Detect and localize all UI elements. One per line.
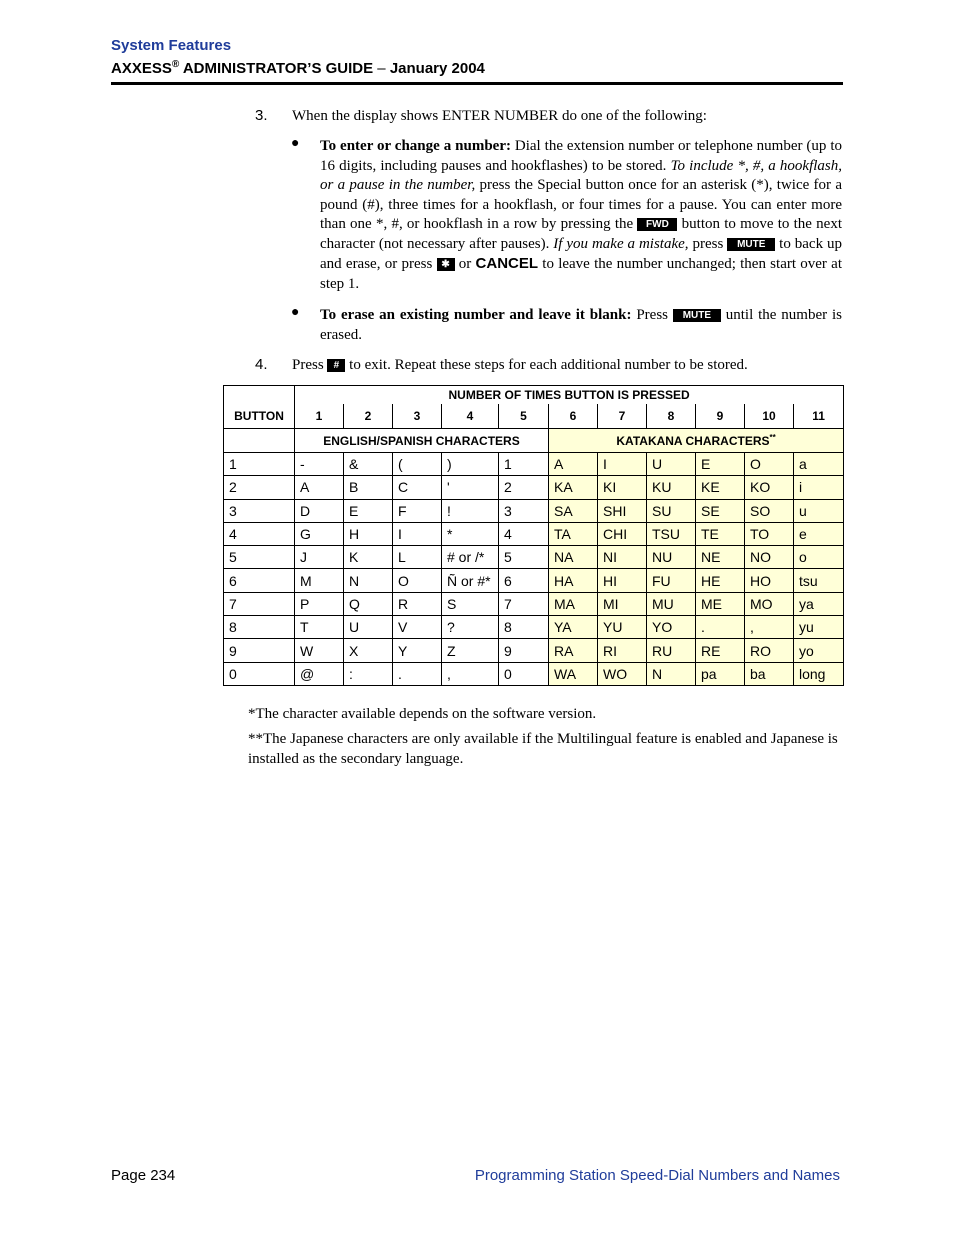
english-char-cell: 0 bbox=[499, 662, 549, 685]
english-char-cell: R bbox=[393, 592, 442, 615]
katakana-char-cell: E bbox=[696, 453, 745, 476]
english-char-cell: U bbox=[344, 616, 393, 639]
katakana-char-cell: a bbox=[794, 453, 844, 476]
english-char-cell: Y bbox=[393, 639, 442, 662]
english-char-cell: T bbox=[295, 616, 344, 639]
group-header-row bbox=[224, 429, 844, 453]
katakana-char-cell: YU bbox=[598, 616, 647, 639]
katakana-char-cell: KA bbox=[549, 476, 598, 499]
button-cell: 3 bbox=[224, 499, 295, 522]
katakana-char-cell: RE bbox=[696, 639, 745, 662]
katakana-char-cell: KE bbox=[696, 476, 745, 499]
katakana-char-cell: RA bbox=[549, 639, 598, 662]
katakana-char-cell: pa bbox=[696, 662, 745, 685]
english-char-cell: 2 bbox=[499, 476, 549, 499]
table-row bbox=[224, 662, 844, 685]
katakana-char-cell: ba bbox=[745, 662, 794, 685]
katakana-char-cell: HI bbox=[598, 569, 647, 592]
english-char-cell: B bbox=[344, 476, 393, 499]
button-header-top bbox=[224, 386, 295, 405]
button-cell: 4 bbox=[224, 522, 295, 545]
english-char-cell: O bbox=[393, 569, 442, 592]
katakana-char-cell: NE bbox=[696, 546, 745, 569]
page-number: Page 234 bbox=[111, 1167, 176, 1184]
footnote-software-version: *The character available depends on the software version. bbox=[248, 706, 597, 722]
katakana-char-cell: e bbox=[794, 522, 844, 545]
english-char-cell: 8 bbox=[499, 616, 549, 639]
group-header-blank bbox=[224, 429, 295, 453]
english-char-cell: A bbox=[295, 476, 344, 499]
count-header: 4 bbox=[442, 404, 499, 429]
english-char-cell: G bbox=[295, 522, 344, 545]
katakana-char-cell: YA bbox=[549, 616, 598, 639]
katakana-char-cell: , bbox=[745, 616, 794, 639]
mute-key-icon: MUTE bbox=[727, 238, 775, 251]
count-header-row bbox=[224, 404, 844, 429]
katakana-char-cell: YO bbox=[647, 616, 696, 639]
step-4-number: 4. bbox=[255, 356, 268, 373]
katakana-char-cell: SHI bbox=[598, 499, 647, 522]
character-table bbox=[223, 385, 844, 686]
english-char-cell: I bbox=[393, 522, 442, 545]
katakana-char-cell: RO bbox=[745, 639, 794, 662]
english-char-cell: P bbox=[295, 592, 344, 615]
count-header: 7 bbox=[598, 404, 647, 429]
katakana-char-cell: i bbox=[794, 476, 844, 499]
table-row bbox=[224, 453, 844, 476]
english-char-cell: D bbox=[295, 499, 344, 522]
running-header-title: AXXESS® ADMINISTRATOR’S GUIDE – January 2004 bbox=[111, 59, 485, 77]
katakana-char-cell: ME bbox=[696, 592, 745, 615]
english-char-cell: ) bbox=[442, 453, 499, 476]
button-cell: 0 bbox=[224, 662, 295, 685]
footer-section-title: Programming Station Speed-Dial Numbers and Names bbox=[474, 1167, 840, 1184]
bullet-erase-number: To erase an existing number and leave it blank: Press MUTE until the number is erased. bbox=[320, 307, 842, 343]
step-3-text: When the display shows ENTER NUMBER do one of the following: bbox=[292, 108, 707, 124]
katakana-char-cell: MI bbox=[598, 592, 647, 615]
times-pressed-header: NUMBER OF TIMES BUTTON IS PRESSED bbox=[295, 386, 844, 405]
count-header: 1 bbox=[295, 404, 344, 429]
button-cell: 2 bbox=[224, 476, 295, 499]
english-char-cell: F bbox=[393, 499, 442, 522]
english-char-cell: & bbox=[344, 453, 393, 476]
english-char-cell: N bbox=[344, 569, 393, 592]
katakana-char-cell: TO bbox=[745, 522, 794, 545]
english-char-cell: Q bbox=[344, 592, 393, 615]
katakana-char-cell: A bbox=[549, 453, 598, 476]
katakana-char-cell: MU bbox=[647, 592, 696, 615]
katakana-char-cell: SO bbox=[745, 499, 794, 522]
english-char-cell: ! bbox=[442, 499, 499, 522]
bullet-icon: ● bbox=[291, 305, 300, 320]
header-rule bbox=[111, 82, 843, 85]
english-char-cell: W bbox=[295, 639, 344, 662]
katakana-char-cell: RU bbox=[647, 639, 696, 662]
english-char-cell: 6 bbox=[499, 569, 549, 592]
count-header: 2 bbox=[344, 404, 393, 429]
english-char-cell: - bbox=[295, 453, 344, 476]
count-header: 9 bbox=[696, 404, 745, 429]
english-char-cell: L bbox=[393, 546, 442, 569]
katakana-char-cell: FU bbox=[647, 569, 696, 592]
katakana-char-cell: u bbox=[794, 499, 844, 522]
katakana-char-cell: TSU bbox=[647, 522, 696, 545]
katakana-char-cell: SE bbox=[696, 499, 745, 522]
katakana-char-cell: ya bbox=[794, 592, 844, 615]
english-spanish-header: ENGLISH/SPANISH CHARACTERS bbox=[295, 429, 549, 453]
katakana-char-cell: WO bbox=[598, 662, 647, 685]
katakana-char-cell: KU bbox=[647, 476, 696, 499]
bullet-enter-number: To enter or change a number: Dial the extension number or telephone number (up to 16 digits, including pauses and hookflashes) to be stored. To include *, #, a hookflash, or a pause in the number, press the Special button once for an asterisk (*), twice for a pound (#), three times for a hookflash, or four times for a pause. You can enter more than one *, #, or hookflash in a row by pressing the FWD button to move to the next character (not necessary after pauses). If you make a mistake, press MUTE to back up and erase, or press ✱ or CANCEL to leave the number unchanged; then start over at step 1. bbox=[320, 138, 843, 292]
count-header: 10 bbox=[745, 404, 794, 429]
fwd-key-icon: FWD bbox=[637, 218, 677, 231]
button-cell: 9 bbox=[224, 639, 295, 662]
katakana-char-cell: I bbox=[598, 453, 647, 476]
running-header-section: System Features bbox=[111, 37, 232, 54]
katakana-char-cell: SA bbox=[549, 499, 598, 522]
english-char-cell: M bbox=[295, 569, 344, 592]
table-row bbox=[224, 639, 844, 662]
english-char-cell: S bbox=[442, 592, 499, 615]
table-row bbox=[224, 522, 844, 545]
table-row bbox=[224, 546, 844, 569]
count-header: 3 bbox=[393, 404, 442, 429]
english-char-cell: . bbox=[393, 662, 442, 685]
katakana-char-cell: yu bbox=[794, 616, 844, 639]
button-cell: 8 bbox=[224, 616, 295, 639]
english-char-cell: * bbox=[442, 522, 499, 545]
english-char-cell: J bbox=[295, 546, 344, 569]
button-cell: 6 bbox=[224, 569, 295, 592]
katakana-char-cell: O bbox=[745, 453, 794, 476]
english-char-cell: 9 bbox=[499, 639, 549, 662]
star-key-icon: ✱ bbox=[437, 258, 455, 271]
katakana-char-cell: KI bbox=[598, 476, 647, 499]
button-column-header: BUTTON bbox=[224, 404, 295, 429]
mute-key-icon: MUTE bbox=[673, 309, 721, 322]
bullet-icon: ● bbox=[291, 136, 300, 151]
katakana-char-cell: HA bbox=[549, 569, 598, 592]
english-char-cell: 7 bbox=[499, 592, 549, 615]
katakana-header: KATAKANA CHARACTERS** bbox=[549, 429, 844, 453]
english-char-cell: @ bbox=[295, 662, 344, 685]
step-3-number: 3. bbox=[255, 107, 268, 124]
katakana-char-cell: HE bbox=[696, 569, 745, 592]
katakana-char-cell: N bbox=[647, 662, 696, 685]
katakana-char-cell: SU bbox=[647, 499, 696, 522]
english-char-cell: K bbox=[344, 546, 393, 569]
katakana-char-cell: yo bbox=[794, 639, 844, 662]
katakana-char-cell: . bbox=[696, 616, 745, 639]
english-char-cell: X bbox=[344, 639, 393, 662]
katakana-char-cell: NA bbox=[549, 546, 598, 569]
english-char-cell: 1 bbox=[499, 453, 549, 476]
english-char-cell: ' bbox=[442, 476, 499, 499]
katakana-char-cell: TA bbox=[549, 522, 598, 545]
cancel-label: CANCEL bbox=[475, 255, 539, 272]
english-char-cell: # or /* bbox=[442, 546, 499, 569]
footnote-japanese: **The Japanese characters are only available if the Multilingual feature is enabled and Japanese is installed as the secondary language. bbox=[248, 731, 838, 767]
katakana-char-cell: long bbox=[794, 662, 844, 685]
english-char-cell: , bbox=[442, 662, 499, 685]
table-row bbox=[224, 592, 844, 615]
count-header: 8 bbox=[647, 404, 696, 429]
english-char-cell: 3 bbox=[499, 499, 549, 522]
katakana-char-cell: U bbox=[647, 453, 696, 476]
katakana-char-cell: NI bbox=[598, 546, 647, 569]
table-row bbox=[224, 616, 844, 639]
katakana-char-cell: RI bbox=[598, 639, 647, 662]
count-header: 6 bbox=[549, 404, 598, 429]
button-cell: 1 bbox=[224, 453, 295, 476]
katakana-char-cell: KO bbox=[745, 476, 794, 499]
katakana-char-cell: MA bbox=[549, 592, 598, 615]
english-char-cell: ? bbox=[442, 616, 499, 639]
english-char-cell: 5 bbox=[499, 546, 549, 569]
button-cell: 7 bbox=[224, 592, 295, 615]
katakana-char-cell: MO bbox=[745, 592, 794, 615]
step-4-text: Press # to exit. Repeat these steps for each additional number to be stored. bbox=[292, 357, 748, 373]
katakana-char-cell: WA bbox=[549, 662, 598, 685]
katakana-char-cell: NO bbox=[745, 546, 794, 569]
katakana-char-cell: o bbox=[794, 546, 844, 569]
english-char-cell: H bbox=[344, 522, 393, 545]
english-char-cell: 4 bbox=[499, 522, 549, 545]
katakana-char-cell: HO bbox=[745, 569, 794, 592]
english-char-cell: ( bbox=[393, 453, 442, 476]
english-char-cell: C bbox=[393, 476, 442, 499]
table-row bbox=[224, 476, 844, 499]
pound-key-icon: # bbox=[327, 359, 345, 372]
english-char-cell: : bbox=[344, 662, 393, 685]
table-body bbox=[224, 453, 844, 686]
button-cell: 5 bbox=[224, 546, 295, 569]
english-char-cell: Z bbox=[442, 639, 499, 662]
english-char-cell: V bbox=[393, 616, 442, 639]
table-row bbox=[224, 569, 844, 592]
table-row bbox=[224, 499, 844, 522]
count-header: 5 bbox=[499, 404, 549, 429]
english-char-cell: Ñ or #* bbox=[442, 569, 499, 592]
katakana-char-cell: CHI bbox=[598, 522, 647, 545]
katakana-char-cell: TE bbox=[696, 522, 745, 545]
english-char-cell: E bbox=[344, 499, 393, 522]
count-header: 11 bbox=[794, 404, 844, 429]
katakana-char-cell: NU bbox=[647, 546, 696, 569]
katakana-char-cell: tsu bbox=[794, 569, 844, 592]
